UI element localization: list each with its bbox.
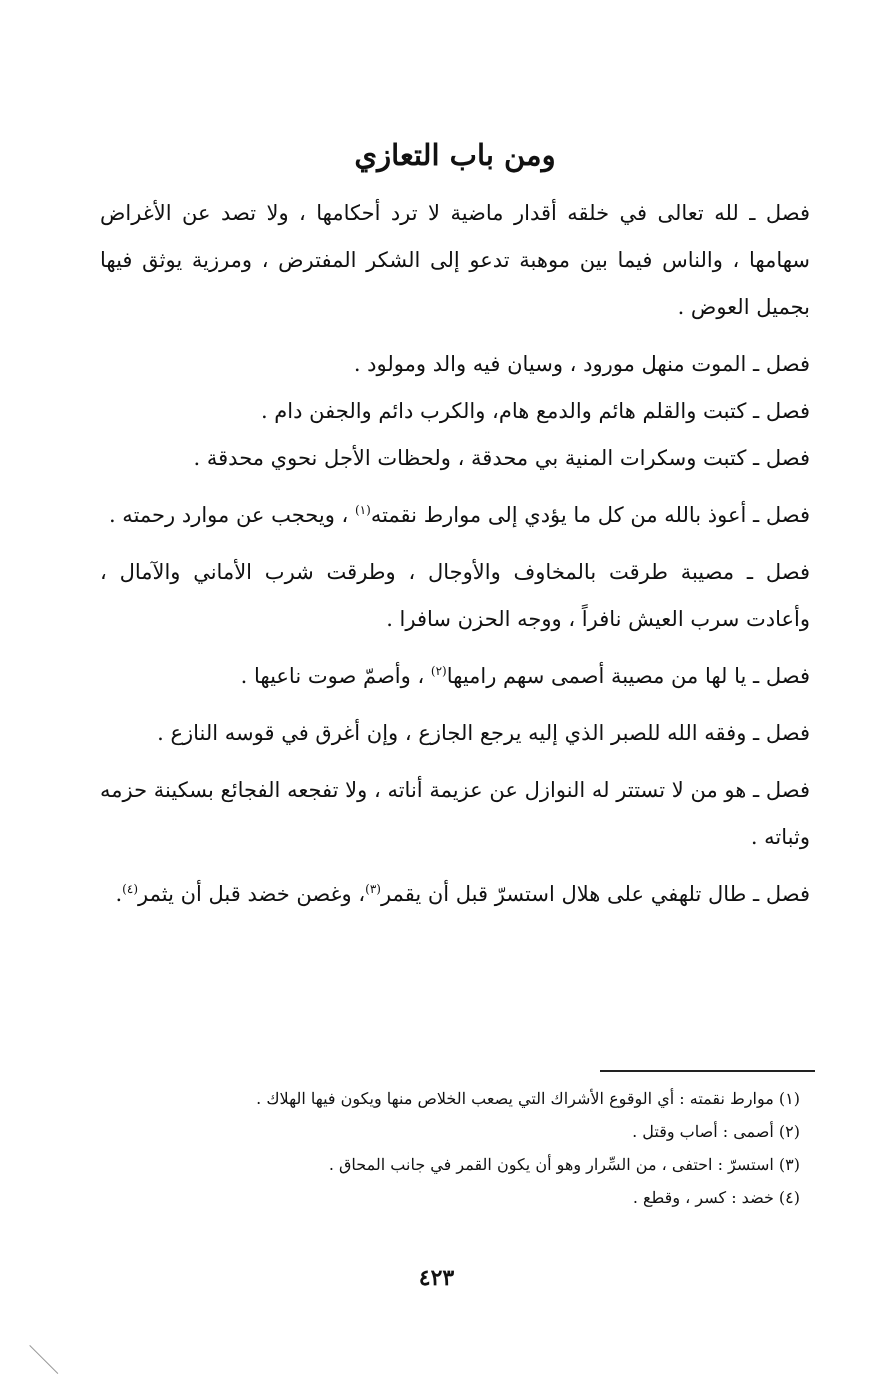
page-title: ومن باب التعازي [354, 138, 556, 172]
paragraph-7 [100, 653, 810, 700]
paragraph-4: فصل ـ كتبت وسكرات المنية بي محدقة ، ولحظات الأجل نحوي محدقة . [193, 445, 810, 470]
paragraph-10-tail: ، وغصن خضد قبل أن يثمر [138, 881, 366, 906]
paragraph-6: فصل ـ مصيبة طرقت بالمخاوف والأوجال ، وطرقت شرب الأماني والآمال ، وأعادت سرب العيش نافراً ، ووجه الحزن سافرا . [100, 559, 810, 631]
footnote-mark-1: (١) [354, 502, 371, 517]
paragraph-7-text: فصل ـ يا لها من مصيبة أصمى سهم راميها [446, 663, 810, 688]
paragraph-9: فصل ـ هو من لا تستتر له النوازل عن عزيمة أناته ، ولا تفجعه الفجائع بسكينة حزمه وثباته . [100, 777, 810, 849]
footnote-4: (٤) خضد : كسر ، وقطع . [632, 1188, 800, 1207]
footnote-mark-3: (٣) [365, 881, 381, 896]
footnote-mark-2: (٢) [430, 663, 447, 678]
paragraph-5 [100, 492, 810, 539]
paragraph-8: فصل ـ وفقه الله للصبر الذي إليه يرجع الجازع ، وإن أغرق في قوسه النازع . [157, 720, 810, 745]
paragraph-10 [100, 871, 810, 918]
page-body [100, 135, 810, 928]
paragraph-2: فصل ـ الموت منهل مورود ، وسيان فيه والد ومولود . [353, 351, 810, 376]
paragraph-1: فصل ـ لله تعالى في خلقه أقدار ماضية لا ترد أحكامها ، ولا تصد عن الأغراض سهامها ، والناس فيما بين موهبة تدعو إلى الشكر المفترض ، ومرزية يوثق فيها بجميل العوض . [100, 200, 810, 319]
scan-mark [29, 1345, 58, 1374]
footnote-mark-4: (٤) [122, 881, 138, 896]
footnote-2: (٢) أصمى : أصاب وقتل . [632, 1122, 800, 1141]
paragraph-3: فصل ـ كتبت والقلم هائم والدمع هام، والكرب دائم والجفن دام . [260, 398, 810, 423]
footnote-3: (٣) استسرّ : احتفى ، من السِّرار وهو أن يكون القمر في جانب المحاق . [328, 1155, 800, 1174]
paragraph-5-tail: ، ويحجب عن موارد رحمته . [108, 502, 355, 527]
paragraph-7-tail: ، وأصمّ صوت ناعيها . [240, 663, 431, 688]
footnote-1: (١) موارط نقمته : أي الوقوع الأشراك التي يصعب الخلاص منها ويكون فيها الهلاك . [256, 1089, 800, 1108]
paragraph-10-end: . [115, 881, 123, 906]
paragraph-5-text: فصل ـ أعوذ بالله من كل ما يؤدي إلى موارط نقمته [370, 502, 810, 527]
footnotes [100, 1082, 810, 1214]
page-number: ٤٢٣ [418, 1265, 455, 1291]
footnote-divider [600, 1070, 815, 1072]
paragraph-10-text: فصل ـ طال تلهفي على هلال استسرّ قبل أن يقمر [380, 881, 810, 906]
